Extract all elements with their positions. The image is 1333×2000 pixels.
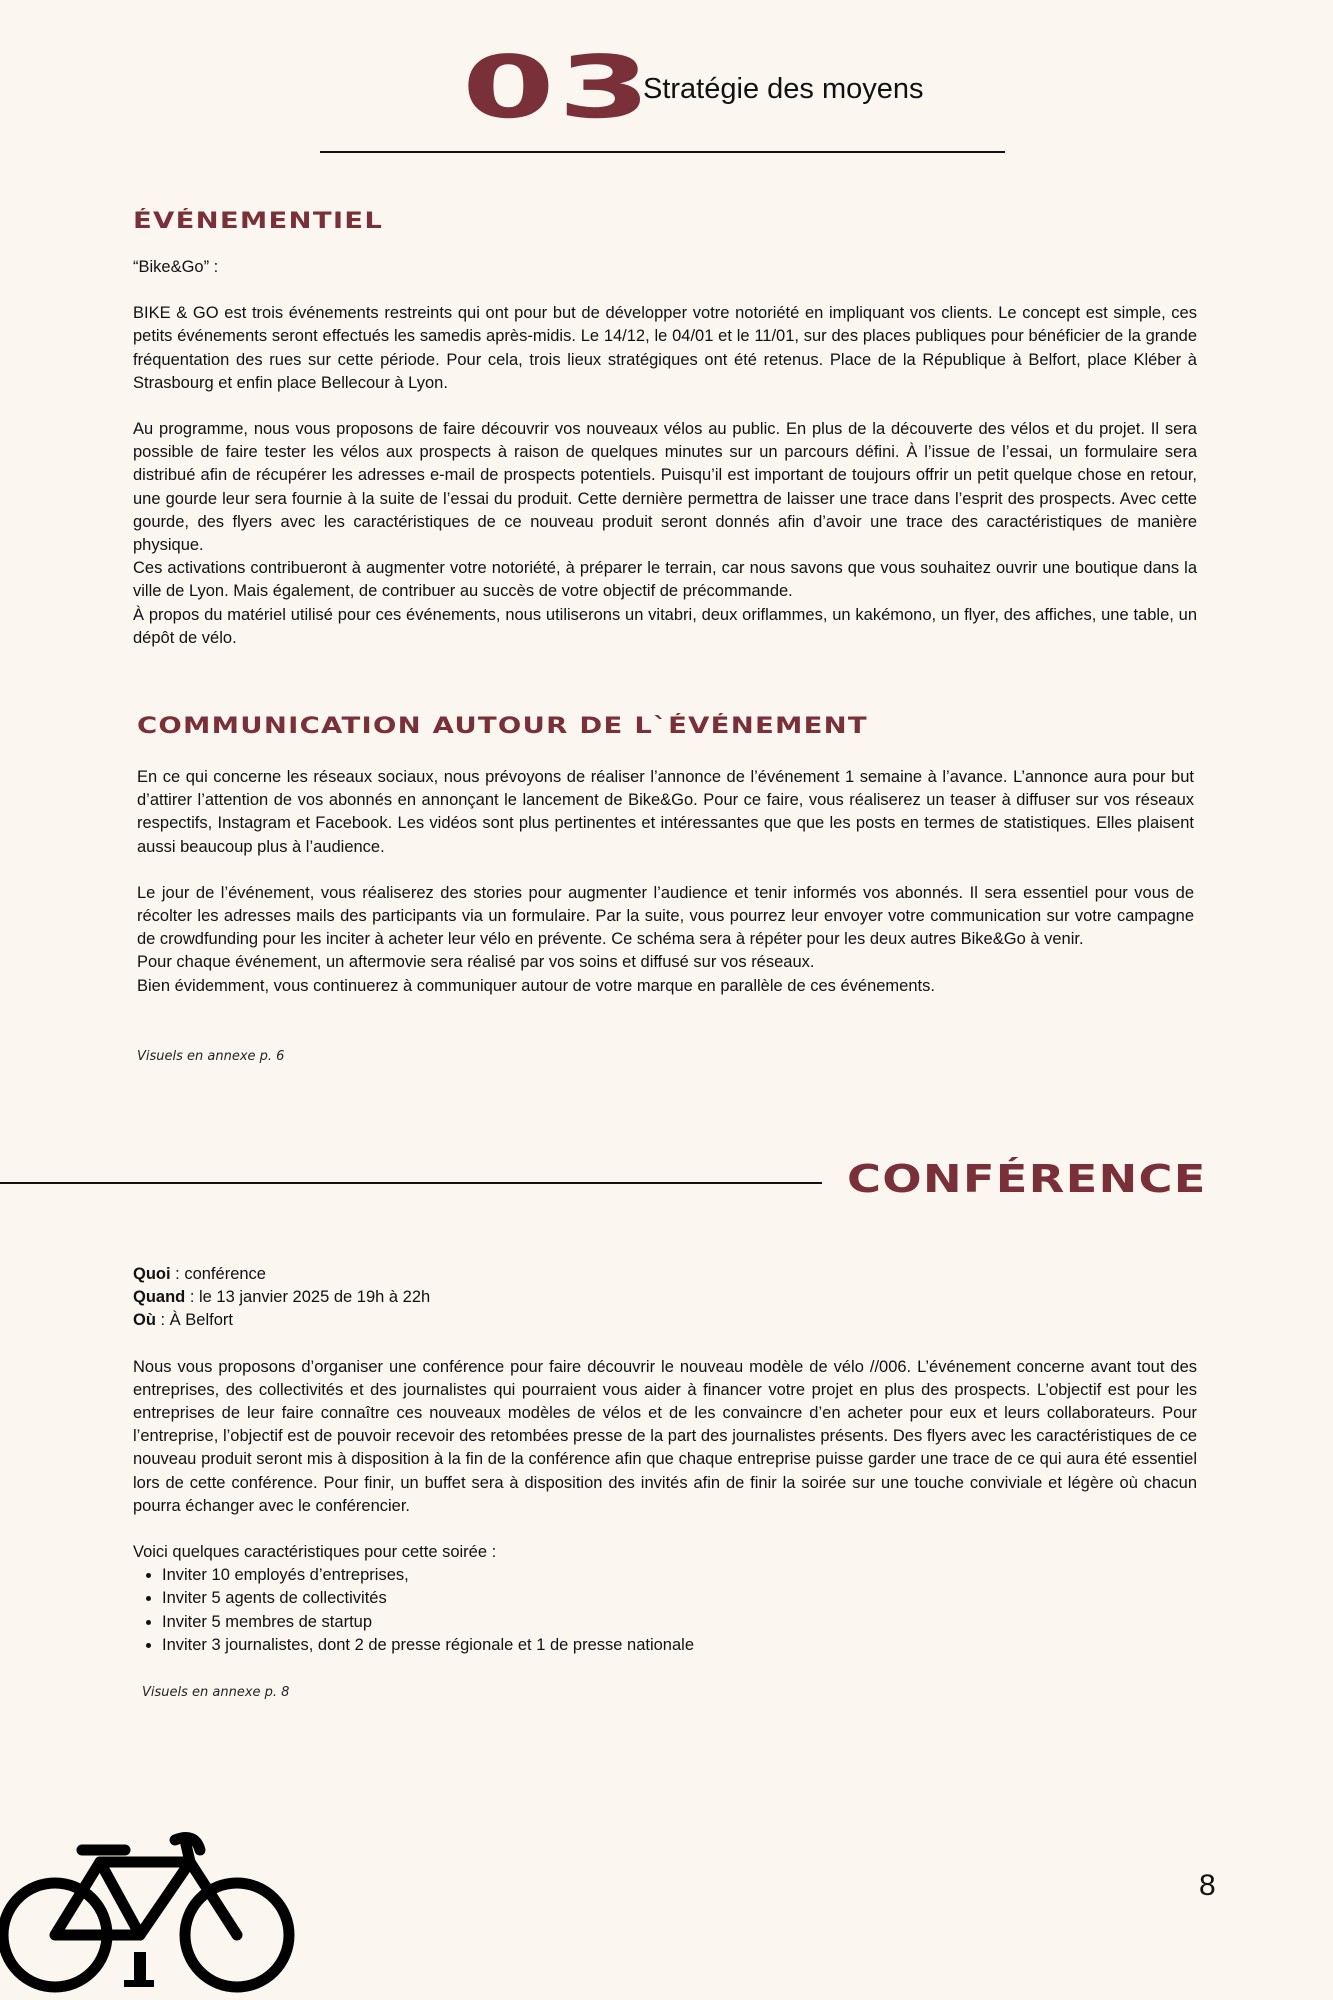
communication-paragraph: Pour chaque événement, un aftermovie sera réalisé par vos soins et diffusé sur vos réseaux. <box>137 953 815 972</box>
detail-label: Quand <box>133 1288 186 1307</box>
detail-what <box>133 1263 1197 1286</box>
evenementiel-paragraph: Au programme, nous vous proposons de faire découvrir vos nouveaux vélos au public. En plus de la découverte des vélos et du projet. Il sera possible de faire tester les vélos aux prospects à raison de quelques minutes sur un parcours défini. À l’issue de l’essai, un formulaire sera distribué afin de récupérer les adresses e-mail de prospects potentiels. Puisqu’il est important de toujours offrir un petit quelque chose en retour, une gourde leur sera fournie à la suite de l’essai du produit. Cette dernière permettra de laisser une trace dans l’esprit des prospects. Avec cette gourde, des flyers avec les caractéristiques de ce nouveau produit seront donnés afin d’avoir une trace des caractéristiques de manière physique. <box>133 420 1197 555</box>
list-item: • Inviter 3 journalistes, dont 2 de presse régionale et 1 de presse nationale <box>162 1634 1197 1657</box>
chapter-title: Stratégie des moyens <box>643 73 924 105</box>
conference-annex-note: Visuels en annexe p. 8 <box>142 1685 290 1700</box>
communication-annex-note: Visuels en annexe p. 6 <box>137 1049 285 1064</box>
detail-label: Quoi <box>133 1265 171 1283</box>
evenementiel-paragraph: Ces activations contribueront à augmenter votre notoriété, à préparer le terrain, car nous savons que vous souhaitez ouvrir une boutique dans la ville de Lyon. Mais également, de contribuer au succès de votre objectif de précommande. <box>133 559 1197 601</box>
detail-when <box>133 1286 1197 1309</box>
evenementiel-quote: “Bike&Go” : <box>133 258 219 276</box>
chapter-number: 03 <box>462 38 654 138</box>
communication-paragraph: En ce qui concerne les réseaux sociaux, nous prévoyons de réaliser l’annonce de l’événement 1 semaine à l’avance. L’annonce aura pour but d’attirer l’attention de vos abonnés en annonçant le lancement de Bike&Go. Pour ce faire, vous réaliserez un teaser à diffuser sur vos réseaux respectifs, Instagram et Facebook. Les vidéos sont plus pertinentes et intéressantes que que les posts en termes de statistiques. Elles plaisent aussi beaucoup plus à l’audience. <box>137 768 1194 856</box>
section-heading-evenementiel: ÉVÉNEMENTIEL <box>133 209 384 234</box>
conference-list <box>133 1564 1197 1657</box>
communication-body <box>137 766 1194 998</box>
detail-label: Où <box>133 1311 156 1330</box>
communication-paragraph: Le jour de l’événement, vous réaliserez des stories pour augmenter l’audience et tenir informés vos abonnés. Il sera essentiel pour vous de récolter les adresses mails des participants via un formulaire. Par la suite, vous pourrez leur envoyer votre communication sur votre campagne de crowdfunding pour les inciter à acheter leur vélo en prévente. Ce schéma sera à répéter pour les deux autres Bike&Go à venir. <box>137 883 1194 949</box>
conference-paragraph: Nous vous proposons d’organiser une conférence pour faire découvrir le nouveau modèle de vélo //006. L’événement concerne avant tout des entreprises, des collectivités et des journalistes qui pourraient vous aider à financer votre projet en plus des prospects. L’objectif est pour les entreprises de leur faire connaître ces nouveaux modèles de vélos et de les convaincre d’en acheter pour eux et leurs collaborateurs. Pour l’entreprise, l’objectif est de pouvoir recevoir des retombées presse de la part des journalistes présents. Des flyers avec les caractéristiques de ce nouveau produit seront mis à disposition à la fin de la conférence afin que chaque entreprise puisse garder une trace de ce qui aura été essentiel lors de cette conférence. Pour finir, un buffet sera à disposition des invités afin de finir la soirée sur une touche conviviale et légère où chacun pourra échanger avec le conférencier. <box>133 1357 1197 1515</box>
detail-value: : le 13 janvier 2025 de 19h à 22h <box>185 1288 431 1307</box>
detail-value: : conférence <box>170 1265 266 1283</box>
evenementiel-paragraph: À propos du matériel utilisé pour ces événements, nous utiliserons un vitabri, deux oriflammes, un kakémono, un flyer, des affiches, une table, un dépôt de vélo. <box>133 605 1197 647</box>
bicycle-icon <box>0 1820 310 2000</box>
detail-where <box>133 1309 1197 1332</box>
page-number: 8 <box>1199 1869 1216 1902</box>
conference-divider <box>0 1182 822 1184</box>
section-heading-conference: CONFÉRENCE <box>847 1157 1207 1201</box>
conference-list-intro: Voici quelques caractéristiques pour cette soirée : <box>133 1543 497 1562</box>
section-heading-communication: COMMUNICATION AUTOUR DE L`ÉVÉNEMENT <box>137 714 868 739</box>
conference-details <box>133 1263 1197 1657</box>
header-divider <box>320 151 1005 153</box>
evenementiel-paragraph: BIKE & GO est trois événements restreints qui ont pour but de développer votre notoriété en impliquant vos clients. Le concept est simple, ces petits événements seront effectués les samedis après-midis. Le 14/12, le 04/01 et le 11/01, sur des places publiques pour bénéficier de la grande fréquentation des rues sur cette période. Pour cela, trois lieux stratégiques ont été retenus. Place de la République à Belfort, place Kléber à Strasbourg et enfin place Bellecour à Lyon. <box>133 304 1197 392</box>
communication-paragraph: Bien évidemment, vous continuerez à communiquer autour de votre marque en parallèle de ces événements. <box>137 976 935 995</box>
list-item: • Inviter 5 agents de collectivités <box>162 1587 1197 1610</box>
evenementiel-body <box>133 256 1197 650</box>
list-item: • Inviter 5 membres de startup <box>162 1611 1197 1634</box>
list-item: • Inviter 10 employés d’entreprises, <box>162 1564 1197 1587</box>
detail-value: : À Belfort <box>155 1311 233 1330</box>
